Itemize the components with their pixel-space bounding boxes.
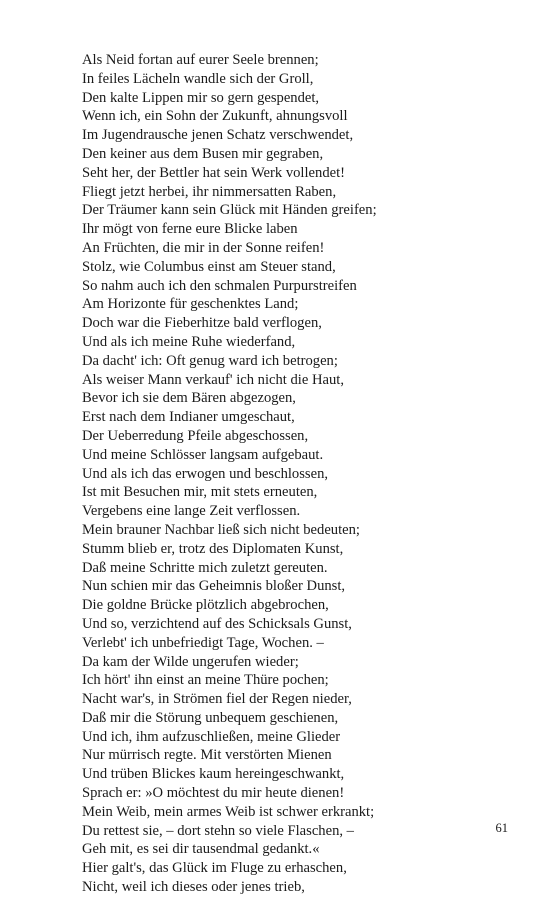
poem-line: Die goldne Brücke plötzlich abgebrochen,: [82, 597, 329, 614]
poem-line: Der Träumer kann sein Glück mit Händen greifen;: [82, 202, 377, 219]
poem-line: Ihr mögt von ferne eure Blicke laben: [82, 221, 298, 238]
poem-line: Als weiser Mann verkauf' ich nicht die Haut,: [82, 371, 344, 388]
poem-text: [82, 51, 377, 897]
poem-line: Fliegt jetzt herbei, ihr nimmersatten Raben,: [82, 183, 337, 200]
poem-line: Doch war die Fieberhitze bald verflogen,: [82, 315, 322, 332]
poem-line: Ist mit Besuchen mir, mit stets erneuten,: [82, 484, 318, 501]
poem-line: Seht her, der Bettler hat sein Werk vollendet!: [82, 164, 346, 181]
poem-line: Verlebt' ich unbefriedigt Tage, Wochen. –: [82, 634, 324, 651]
poem-line: Nur mürrisch regte. Mit verstörten Mienen: [82, 747, 332, 764]
poem-line: Bevor ich sie dem Bären abgezogen,: [82, 390, 296, 407]
page-number: 61: [495, 821, 508, 835]
poem-line: Der Ueberredung Pfeile abgeschossen,: [82, 427, 309, 444]
poem-line: Und als ich meine Ruhe wiederfand,: [82, 333, 296, 350]
poem-line: Erst nach dem Indianer umgeschaut,: [82, 409, 295, 426]
poem-line: Und trüben Blickes kaum hereingeschwankt,: [82, 766, 345, 783]
poem-line: Nicht, weil ich dieses oder jenes trieb,: [82, 879, 305, 896]
poem-line: Hier galt's, das Glück im Fluge zu erhaschen,: [82, 860, 347, 877]
poem-line: Als Neid fortan auf eurer Seele brennen;: [82, 52, 319, 68]
poem-line: In feiles Lächeln wandle sich der Groll,: [82, 70, 314, 87]
poem-line: Ich hört' ihn einst an meine Thüre pochen;: [82, 672, 329, 689]
poem-line: Geh mit, es sei dir tausendmal gedankt.«: [82, 841, 320, 858]
poem-line: Daß meine Schritte mich zuletzt gereuten.: [82, 559, 328, 576]
poem-line: An Früchten, die mir in der Sonne reifen!: [82, 239, 325, 256]
poem-line: Nun schien mir das Geheimnis bloßer Dunst,: [82, 578, 346, 595]
poem-line: Mein Weib, mein armes Weib ist schwer erkrankt;: [82, 803, 375, 820]
poem-line: So nahm auch ich den schmalen Purpurstreifen: [82, 277, 357, 294]
poem-line: Und meine Schlösser langsam aufgebaut.: [82, 446, 324, 463]
poem-line: Wenn ich, ein Sohn der Zukunft, ahnungsvoll: [82, 108, 348, 125]
poem-line: Am Horizonte für geschenktes Land;: [82, 296, 299, 313]
poem-line: Mein brauner Nachbar ließ sich nicht bedeuten;: [82, 521, 360, 538]
poem-line: Daß mir die Störung unbequem geschienen,: [82, 709, 339, 726]
poem-line: Und ich, ihm aufzuschließen, meine Glieder: [82, 728, 341, 745]
poem-line: Und als ich das erwogen und beschlossen,: [82, 465, 329, 482]
poem-line: Den keiner aus dem Busen mir gegraben,: [82, 145, 324, 162]
poem-line: Da kam der Wilde ungerufen wieder;: [82, 653, 299, 670]
poem-line: Da dacht' ich: Oft genug ward ich betrogen;: [82, 352, 338, 369]
poem-line: Den kalte Lippen mir so gern gespendet,: [82, 89, 320, 106]
poem-line: Sprach er: »O möchtest du mir heute dienen!: [82, 785, 345, 802]
poem-line: Und so, verzichtend auf des Schicksals Gunst,: [82, 615, 352, 632]
poem-line: Du rettest sie, – dort stehn so viele Flaschen, –: [82, 822, 354, 839]
poem-line: Im Jugendrausche jenen Schatz verschwendet,: [82, 127, 354, 144]
poem-line: Stolz, wie Columbus einst am Steuer stand,: [82, 258, 336, 275]
poem-line: Nacht war's, in Strömen fiel der Regen nieder,: [82, 691, 352, 708]
poem-line: Stumm blieb er, trotz des Diplomaten Kunst,: [82, 540, 344, 557]
poem-line: Vergebens eine lange Zeit verflossen.: [82, 503, 301, 520]
